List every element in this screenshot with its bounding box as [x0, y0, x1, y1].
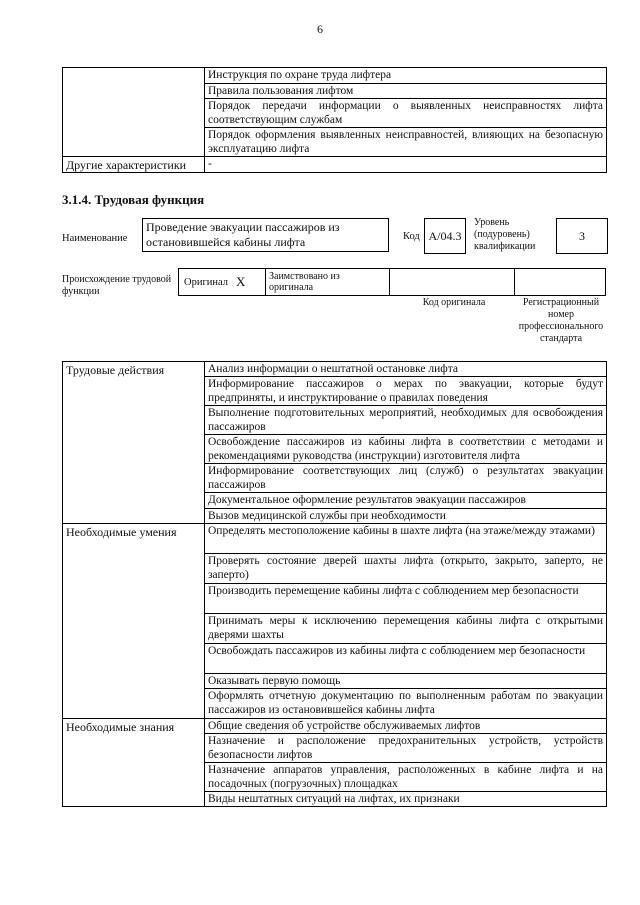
- original-cell: [178, 268, 266, 296]
- table-row: Проверять состояние дверей шахты лифта (открыто, закрыто, заперто, не заперто): [205, 554, 607, 584]
- list-item: Порядок оформления выявленных неисправностей, влияющих на безопасную эксплуатацию лифта: [205, 128, 607, 157]
- top-table-label-cell: [63, 68, 205, 157]
- reg-caption: Регистрационный номер профессионального стандарта: [518, 297, 604, 344]
- borrowed-cell: Заимствовано из оригинала: [265, 268, 390, 296]
- table-row: Документальное оформление результатов эвакуации пассажиров: [205, 493, 607, 509]
- table-row: Вызов медицинской службы при необходимости: [205, 509, 607, 524]
- page-number: 6: [317, 22, 323, 36]
- table-row: Освобождать пассажиров из кабины лифта с соблюдением мер безопасности: [205, 644, 607, 674]
- main-table: [62, 361, 607, 807]
- name-label: Наименование: [62, 233, 128, 244]
- table-row: Анализ информации о нештатной остановке лифта: [205, 362, 607, 377]
- reg-number-cell: [514, 268, 606, 296]
- section-title: 3.1.4. Трудовая функция: [62, 192, 205, 207]
- original-code-cell: [389, 268, 515, 296]
- code-label: Код: [403, 231, 420, 242]
- level-label: Уровень (подуровень) квалификации: [474, 217, 536, 252]
- list-item: Инструкция по охране труда лифтера: [205, 68, 607, 84]
- actions-label: Трудовые действия: [63, 362, 205, 524]
- list-item: Правила пользования лифтом: [205, 84, 607, 99]
- other-characteristics-label: Другие характеристики: [63, 157, 205, 173]
- level-value: 3: [556, 218, 608, 254]
- table-row: Назначение и расположение предохранительных устройств, устройств безопасности лифтов: [205, 734, 607, 763]
- original-label: Оригинал: [184, 277, 228, 288]
- table-row: Выполнение подготовительных мероприятий, необходимых для освобождения пассажиров: [205, 406, 607, 435]
- top-table: [62, 67, 607, 173]
- table-row: Оказывать первую помощь: [205, 674, 607, 689]
- knowledge-label: Необходимые знания: [63, 719, 205, 807]
- table-row: Виды нештатных ситуаций на лифтах, их признаки: [205, 792, 607, 807]
- original-mark: X: [236, 274, 246, 289]
- table-row: Оформлять отчетную документацию по выполненным работам по эвакуации пассажиров из остановившейся кабины лифта: [205, 689, 607, 719]
- code-value: A/04.3: [424, 218, 466, 254]
- origin-row: [178, 268, 606, 296]
- table-row: Назначение аппаратов управления, расположенных в кабине лифта и на посадочных (погрузочных) площадках: [205, 763, 607, 792]
- list-item: Порядок передачи информации о выявленных неисправностях лифта соответствующим службам: [205, 99, 607, 128]
- origin-label: Происхождение трудовой функции: [62, 274, 172, 297]
- code-caption: Код оригинала: [422, 297, 486, 308]
- table-row: Информирование пассажиров о мерах по эвакуации, которые будут предприняты, и инструктирование о правилах поведения: [205, 377, 607, 406]
- table-row: Информирование соответствующих лиц (служб) о результатах эвакуации пассажиров: [205, 464, 607, 493]
- other-characteristics-value: -: [205, 157, 607, 173]
- skills-label: Необходимые умения: [63, 524, 205, 719]
- table-row: Общие сведения об устройстве обслуживаемых лифтов: [205, 719, 607, 734]
- table-row: Освобождение пассажиров из кабины лифта в соответствии с методами и рекомендациями руководства (инструкции) изготовителя лифта: [205, 435, 607, 464]
- table-row: Определять местоположение кабины в шахте лифта (на этаже/между этажами): [205, 524, 607, 554]
- function-name-box: Проведение эвакуации пассажиров из остановившейся кабины лифта: [142, 218, 389, 252]
- table-row: Принимать меры к исключению перемещения кабины лифта с открытыми дверями шахты: [205, 614, 607, 644]
- table-row: Производить перемещение кабины лифта с соблюдением мер безопасности: [205, 584, 607, 614]
